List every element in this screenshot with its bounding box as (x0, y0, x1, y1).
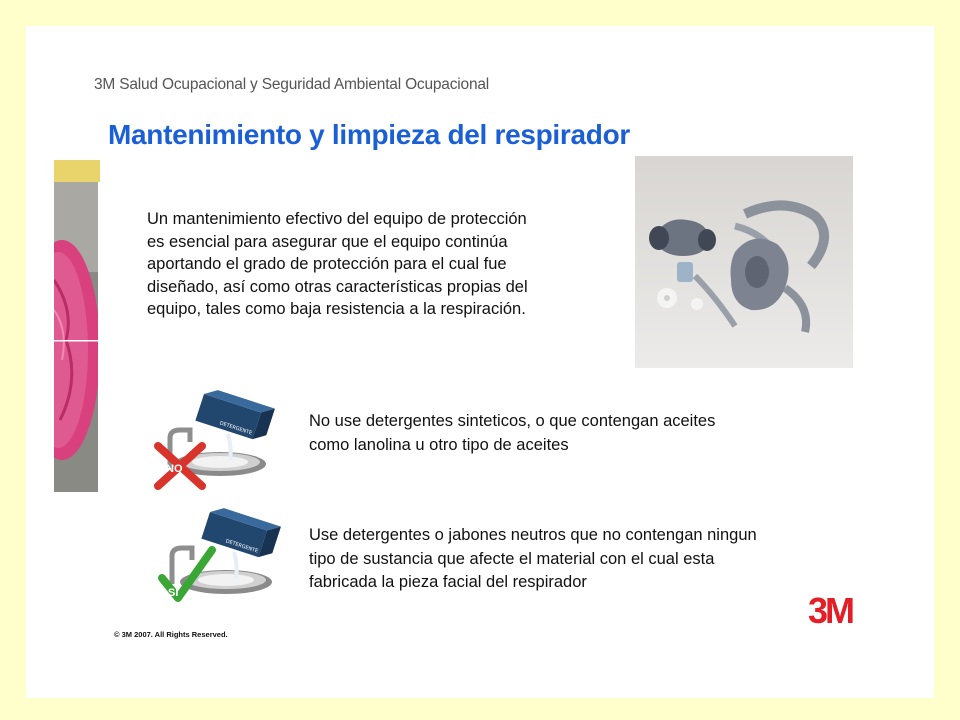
copyright-text: © 3M 2007. All Rights Reserved. (114, 630, 228, 639)
page-title: Mantenimiento y limpieza del respirador (108, 119, 630, 150)
si-line: tipo de sustancia que afecte el material con el cual esta (309, 549, 715, 568)
si-detergent-text (309, 524, 849, 595)
si-badge: SI (168, 587, 179, 599)
detergent-box-label: DETERGENTE (218, 420, 253, 437)
si-detergent-icon (156, 504, 296, 604)
respirator-photo (635, 156, 853, 368)
intro-line: es esencial para asegurar que el equipo continúa (147, 232, 508, 251)
header-subtitle: 3M Salud Ocupacional y Seguridad Ambiental Ocupacional (94, 76, 490, 93)
no-detergent-icon (150, 390, 290, 490)
intro-line: aportando el grado de protección para el cual fue (147, 255, 507, 273)
intro-line: equipo, tales como baja resistencia a la respiración. (147, 300, 526, 318)
intro-line: diseñado, así como otras características propias del (147, 277, 528, 296)
no-badge: NO (166, 463, 183, 475)
intro-line: Un mantenimiento efectivo del equipo de protección (147, 210, 527, 228)
si-line: Use detergentes o jabones neutros que no contengan ningun (309, 526, 757, 544)
no-line: No use detergentes sinteticos, o que contengan aceites (309, 412, 716, 430)
intro-paragraph (147, 208, 617, 321)
3m-logo: 3M (808, 590, 853, 631)
filter-cartridge-photo (54, 160, 100, 492)
no-detergent-text (309, 410, 849, 457)
si-line: fabricada la pieza facial del respirador (309, 573, 587, 591)
slide (26, 26, 934, 698)
no-line: como lanolina u otro tipo de aceites (309, 435, 569, 454)
detergent-box-label: DETERGENTE (224, 538, 259, 555)
